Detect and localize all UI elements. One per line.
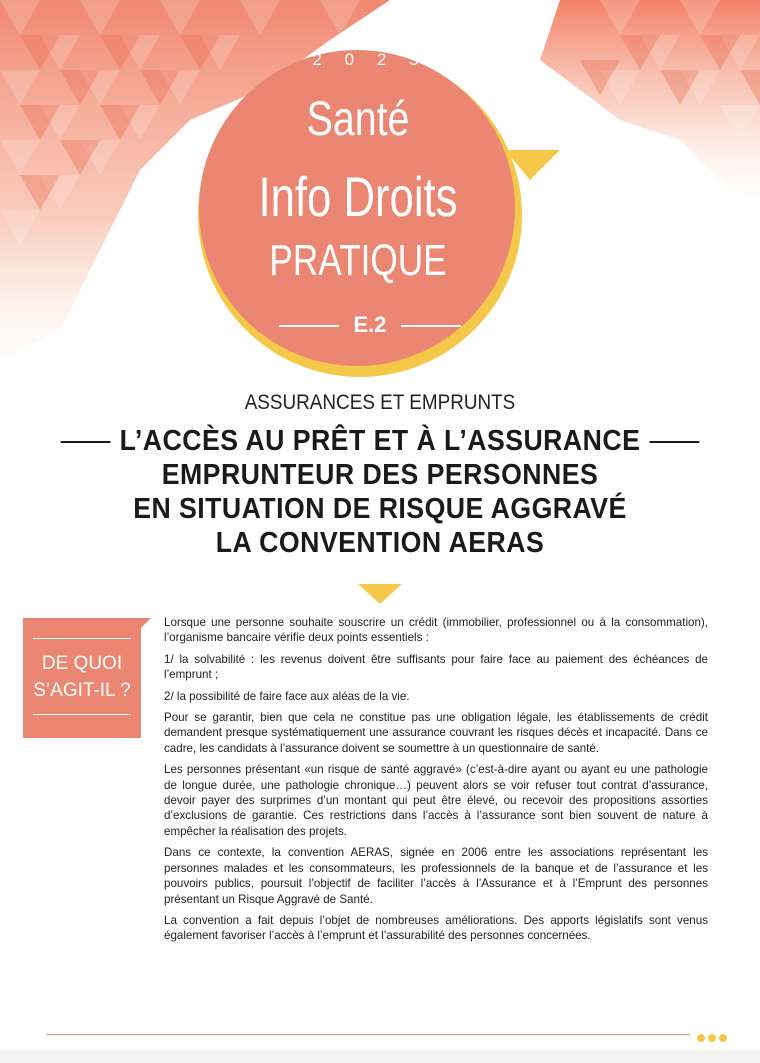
paragraph: Dans ce contexte, la convention AERAS, signée en 2006 entre les associations représentant les personnes malades et les consommateurs, les professionnels de la banque et de l’assurance et les pouvoirs publics, poursuit l’objectif de faciliter l’accès à l’Assurance et à l’Emprunt des personnes présentant un Risque Aggravé de Santé. (164, 846, 708, 906)
paragraph: La convention a fait depuis l’objet de nombreuses améliorations. Des apports législatifs sont venus également favoriser l’accès à l’emprunt et l’assurabilité des personnes concernées. (164, 913, 708, 943)
section-label-line-1: DE QUOI (41, 653, 123, 674)
title-line-2: EMPRUNTEUR DES PERSONNES (161, 459, 599, 491)
paragraph: 2/ la possibilité de faire face aux aléas de la vie. (164, 689, 410, 703)
title-line-1: L’ACCÈS AU PRÊT ET À L’ASSURANCE (30, 424, 729, 458)
down-arrow-icon (358, 584, 402, 604)
title-pratique: PRATIQUE (269, 236, 447, 285)
footer-dots-icon (697, 1029, 730, 1047)
paragraph: Les personnes présentant «un risque de santé aggravé» (c’est-à-dire ayant ou ayant eu une pathologie de longue durée, une pathologie chronique…) peuvent alors se voir refuser tout contrat d’assurance, devoir payer des surprimes d’un montant qui peut être élevé, ou recevoir des propositions assorties d’exclusions de garantie. Ces restrictions dans l’accès à l’assurance sont bien souvent de nature à empêcher la réalisation des projets. (164, 763, 708, 838)
title-line-4: LA CONVENTION AERAS (215, 527, 545, 559)
header-badge (0, 0, 760, 380)
footer-divider (46, 1034, 690, 1035)
divider (33, 714, 131, 715)
section-label-line-2: S’AGIT-IL ? (33, 680, 131, 701)
paragraph: Lorsque une personne souhaite souscrire un crédit (immobilier, professionnel ou à la consommation), l’organisme bancaire vérifie deux points essentiels : (164, 616, 708, 645)
paragraph: Pour se garantir, bien que cela ne constitue pas une obligation légale, les établissements de crédit demandent presque systématiquement une assurance couvrant les risques décès et incapacité. Dans ce cadre, les candidats à l’assurance doivent se soumettre à un questionnaire de santé. (164, 711, 708, 755)
document-code: E.2 (250, 312, 490, 338)
year-label: 2 0 2 5 (312, 50, 428, 69)
page-bottom-band (0, 1050, 760, 1063)
section-kicker: ASSURANCES ET EMPRUNTS (244, 391, 516, 414)
title-line-3: EN SITUATION DE RISQUE AGGRAVÉ (133, 493, 627, 525)
title-info-droits: Info Droits (258, 165, 458, 228)
paragraph: 1/ la solvabilité : les revenus doivent être suffisants pour faire face au paiement des échéances de l’emprunt ; (164, 652, 708, 682)
title-sante: Santé (306, 93, 410, 146)
body-text (164, 615, 708, 950)
section-label-box (23, 618, 141, 738)
page-title (0, 424, 760, 560)
divider (33, 638, 131, 639)
section-label (23, 650, 141, 704)
